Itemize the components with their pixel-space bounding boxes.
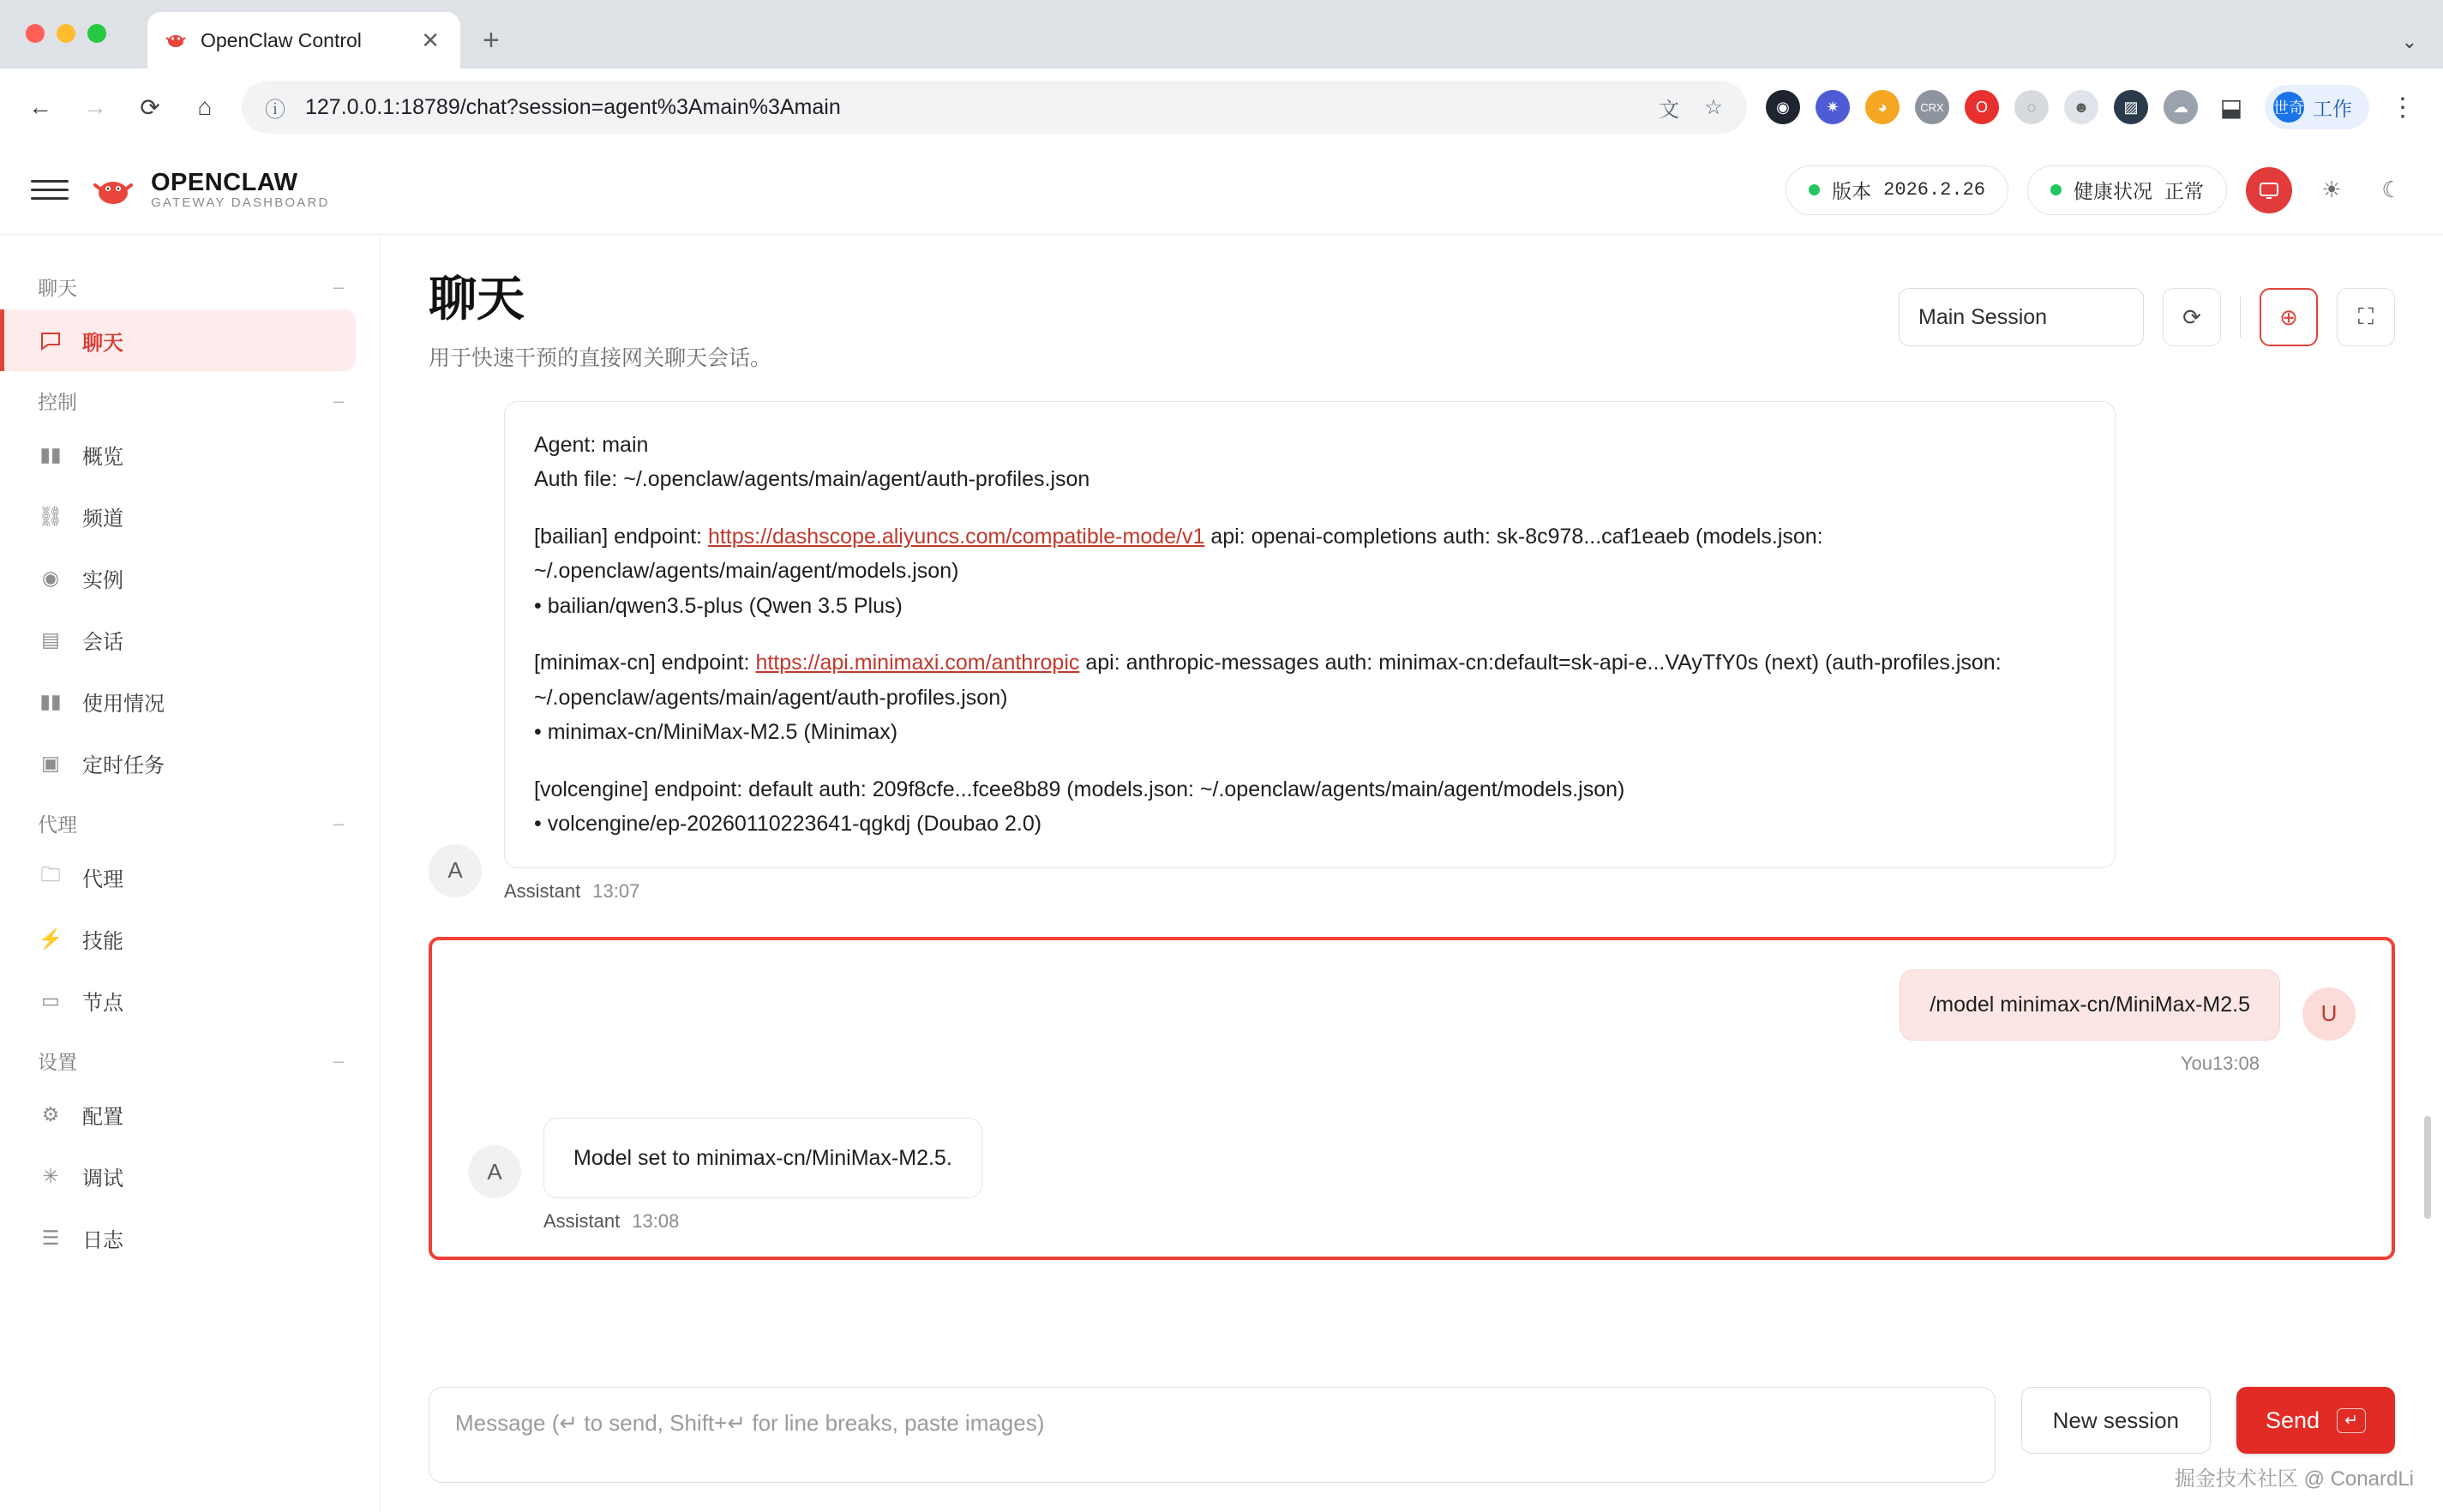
message-meta (543, 1210, 2356, 1233)
extension-chat-icon[interactable]: ☁ (2164, 90, 2198, 124)
list-icon: ☰ (41, 1226, 60, 1249)
extension-dark-icon[interactable]: ◉ (1766, 90, 1800, 124)
app-header (0, 146, 2443, 235)
new-tab-button[interactable]: + (483, 24, 500, 57)
sidebar-item-nodes[interactable] (0, 969, 356, 1031)
window-minimize-button[interactable] (57, 24, 75, 43)
sidebar-item-label: 概览 (82, 445, 123, 469)
chat-scrollbar[interactable] (2424, 1116, 2431, 1219)
send-button-label: Send (2266, 1407, 2320, 1433)
new-session-button[interactable]: New session (2021, 1387, 2211, 1454)
close-icon[interactable]: ✕ (421, 27, 440, 53)
message-bubble: Model set to minimax-cn/MiniMax-M2.5. (543, 1118, 982, 1199)
sidebar-item-scheduled-tasks[interactable] (0, 732, 356, 794)
message-input[interactable]: Message (↵ to send, Shift+↵ for line breaks, paste images) (429, 1387, 1996, 1483)
page-content (0, 146, 2443, 1512)
provider-block-minimax (534, 645, 2086, 715)
sidebar-item-label: 日志 (82, 1228, 123, 1252)
sidebar-group-title: 代理 (38, 813, 77, 836)
sidebar-item-usage[interactable] (0, 670, 356, 732)
avatar: A (468, 1145, 521, 1198)
provider-suffix: api: openai-completions auth: sk-8c978...caf1eaeb (models.json: ~/.openclaw/agents/main/agent/models.json) (534, 524, 1823, 584)
sidebar-group-chat (0, 257, 380, 309)
sidebar-item-label: 使用情况 (82, 692, 165, 716)
page-header-actions (1899, 273, 2395, 346)
sidebar-item-skills[interactable] (0, 908, 356, 969)
main-panel (381, 235, 2443, 1512)
sidebar-item-channels[interactable] (0, 485, 356, 547)
star-icon[interactable]: ☆ (1704, 95, 1723, 119)
sidebar-item-label: 配置 (82, 1105, 123, 1129)
status-dot-icon (2050, 184, 2062, 195)
sidebar-item-label: 频道 (82, 507, 123, 531)
gear-icon: ⚙ (41, 1102, 60, 1125)
address-bar-url: 127.0.0.1:18789/chat?session=agent%3Amain%3Amain (305, 94, 841, 119)
page-title: 聊天 (429, 272, 525, 326)
bolt-icon: ⚡ (38, 927, 63, 950)
extension-opera-icon[interactable]: O (1965, 90, 1999, 124)
monitor-icon[interactable] (2246, 167, 2292, 213)
message-author: You (2180, 1052, 2212, 1074)
divider (2240, 297, 2241, 338)
reload-button[interactable]: ⟳ (140, 93, 160, 121)
collapse-icon[interactable]: – (333, 275, 344, 297)
agent-line: Agent: main (534, 432, 649, 457)
side-panel-icon[interactable]: ⬓ (2219, 93, 2243, 121)
message-meta (468, 1053, 2260, 1075)
avatar: 世奇 (2273, 92, 2304, 123)
sidebar-item-label: 代理 (82, 867, 123, 891)
provider-model-volcengine: • volcengine/ep-20260110223641-qgkdj (Doubao 2.0) (534, 812, 1042, 837)
forward-button[interactable]: → (83, 93, 107, 120)
status-dot-icon (1809, 184, 1820, 195)
sidebar-group-agent (0, 794, 380, 846)
extension-crx-icon[interactable]: CRX (1915, 90, 1949, 124)
sidebar-group-title: 设置 (38, 1051, 77, 1073)
composer (381, 1365, 2443, 1512)
link-icon: ⛓ (38, 504, 63, 527)
display-icon: ▭ (41, 988, 60, 1011)
message-meta (504, 880, 639, 903)
translate-icon[interactable]: 文 (1659, 98, 1679, 122)
body-wrapper (0, 235, 2443, 1512)
avatar: U (2302, 987, 2356, 1041)
folder-icon: 🗀 (40, 862, 61, 885)
fullscreen-button[interactable]: ⛶ (2337, 288, 2395, 346)
health-value: 正常 (2164, 180, 2204, 202)
page-header (381, 235, 2443, 381)
sidebar-toggle-button[interactable] (31, 171, 69, 209)
extensions-area (1766, 85, 2421, 129)
avatar: A (429, 844, 482, 897)
message-author: Assistant (504, 879, 581, 902)
profile-label: 工作 (2313, 97, 2352, 120)
header-right (1786, 165, 2412, 215)
sidebar-item-label: 实例 (82, 568, 123, 592)
provider-endpoint-link[interactable]: https://api.minimaxi.com/anthropic (755, 651, 1080, 675)
message-bubble: /model minimax-cn/MiniMax-M2.5 (1900, 969, 2280, 1041)
session-select[interactable]: Main Session (1899, 288, 2144, 346)
message-assistant-first (429, 401, 2395, 868)
sidebar-item-label: 节点 (82, 991, 123, 1015)
version-value: 2026.2.26 (1883, 179, 1985, 201)
send-shortcut-key: ↵ (2337, 1408, 2366, 1433)
provider-prefix: [minimax-cn] endpoint: (534, 651, 756, 675)
document-icon: ▤ (41, 627, 60, 651)
globe-toggle-button[interactable]: ⊕ (2260, 288, 2318, 346)
sidebar-item-agents[interactable] (0, 846, 356, 908)
brand-name: OPENCLAW (151, 168, 298, 196)
sidebar-item-instances[interactable] (0, 547, 356, 609)
sidebar-item-sessions[interactable] (0, 609, 356, 670)
watermark: 掘金技术社区 @ ConardLi (2174, 1467, 2414, 1491)
provider-model-minimax: • minimax-cn/MiniMax-M2.5 (Minimax) (534, 720, 898, 745)
window-close-button[interactable] (26, 24, 45, 43)
send-button[interactable] (2236, 1387, 2395, 1454)
version-label: 版本 (1832, 180, 1872, 202)
brand (91, 168, 330, 213)
message-user (468, 969, 2356, 1041)
provider-endpoint-link[interactable]: https://dashscope.aliyuncs.com/compatible-mode/v1 (707, 524, 1205, 549)
sidebar (0, 235, 381, 1512)
sidebar-group-title: 控制 (38, 391, 77, 413)
address-bar[interactable] (242, 81, 1747, 134)
message-time: 13:07 (592, 879, 640, 902)
extension-gray-icon[interactable]: ◌ (2014, 90, 2049, 124)
extension-globe-icon[interactable]: ✷ (1816, 90, 1850, 124)
collapse-icon[interactable]: – (333, 1049, 344, 1071)
calendar-clock-icon: ▣ (41, 751, 60, 774)
chat-scroll-area[interactable] (381, 381, 2443, 1365)
message-time: 13:08 (632, 1210, 680, 1233)
broadcast-icon: ◉ (41, 566, 60, 589)
crab-logo-icon (91, 168, 135, 213)
refresh-button[interactable]: ⟳ (2163, 288, 2221, 346)
provider-block-volcengine: [volcengine] endpoint: default auth: 209f8cfe...fcee8b89 (models.json: ~/.openclaw/agents/main/agent/models.json) (534, 777, 1625, 801)
back-button[interactable]: ← (28, 93, 52, 120)
extension-orange-icon[interactable]: ◕ (1865, 90, 1900, 124)
browser-toolbar (0, 69, 2443, 146)
browser-tab[interactable] (147, 12, 460, 69)
collapse-icon[interactable]: – (333, 812, 344, 834)
chat-bubble-icon (38, 327, 63, 353)
message-assistant-reply (468, 1118, 2356, 1199)
info-icon: ⓘ (265, 98, 285, 122)
sidebar-item-config[interactable] (0, 1083, 356, 1145)
brand-tagline: GATEWAY DASHBOARD (151, 195, 330, 211)
home-button[interactable]: ⌂ (197, 93, 213, 120)
bug-icon: ✳ (42, 1164, 59, 1187)
page-subtitle: 用于快速干预的直接网关聊天会话。 (429, 345, 772, 370)
provider-suffix: api: anthropic-messages auth: minimax-cn:default=sk-api-e...VAyTfY0s (next) (auth-profiles.json: ~/.openclaw/agents/main/agent/auth-profiles.json) (534, 651, 2002, 710)
sidebar-item-overview[interactable] (0, 423, 356, 485)
extension-image-icon[interactable]: ▨ (2114, 90, 2148, 124)
crab-icon (163, 27, 189, 53)
sidebar-item-label: 会话 (82, 630, 123, 654)
sidebar-item-logs[interactable] (0, 1207, 356, 1269)
sun-icon[interactable]: ☀ (2321, 177, 2342, 202)
sidebar-item-label: 定时任务 (82, 753, 165, 777)
message-author: Assistant (543, 1210, 621, 1233)
sidebar-item-label: 聊天 (82, 331, 123, 355)
provider-model-bailian: • bailian/qwen3.5-plus (Qwen 3.5 Plus) (534, 593, 903, 618)
window-controls[interactable] (26, 24, 106, 43)
extension-avatar-icon[interactable]: ☻ (2064, 90, 2098, 124)
provider-prefix: [bailian] endpoint: (534, 524, 708, 549)
sidebar-item-label: 调试 (82, 1167, 123, 1191)
bar-chart-icon: ▮▮ (39, 442, 62, 465)
collapse-icon[interactable]: – (333, 389, 344, 411)
moon-icon[interactable]: ☾ (2381, 177, 2402, 202)
sidebar-group-control (0, 371, 380, 423)
health-chip (2027, 165, 2227, 215)
sidebar-item-label: 技能 (82, 929, 123, 953)
message-bubble (504, 401, 2116, 868)
version-chip (1786, 165, 2008, 215)
profile-button[interactable] (2265, 85, 2369, 129)
chevron-down-icon[interactable]: ⌄ (2401, 31, 2417, 52)
health-label: 健康状况 (2074, 180, 2152, 202)
sidebar-item-chat[interactable] (0, 309, 356, 371)
usage-chart-icon: ▮▮ (39, 689, 62, 712)
sidebar-item-debug[interactable] (0, 1145, 356, 1207)
auth-file-line: Auth file: ~/.openclaw/agents/main/agent/auth-profiles.json (534, 467, 1090, 492)
window-maximize-button[interactable] (87, 24, 106, 43)
message-time: 13:08 (2212, 1052, 2260, 1074)
kebab-menu-icon[interactable]: ⋮ (2390, 93, 2416, 122)
tab-title: OpenClaw Control (201, 28, 362, 51)
sidebar-group-settings (0, 1031, 380, 1083)
sidebar-group-title: 聊天 (38, 277, 77, 299)
provider-block-bailian (534, 519, 2086, 589)
tab-strip (0, 0, 2443, 69)
highlight-region (429, 937, 2395, 1261)
